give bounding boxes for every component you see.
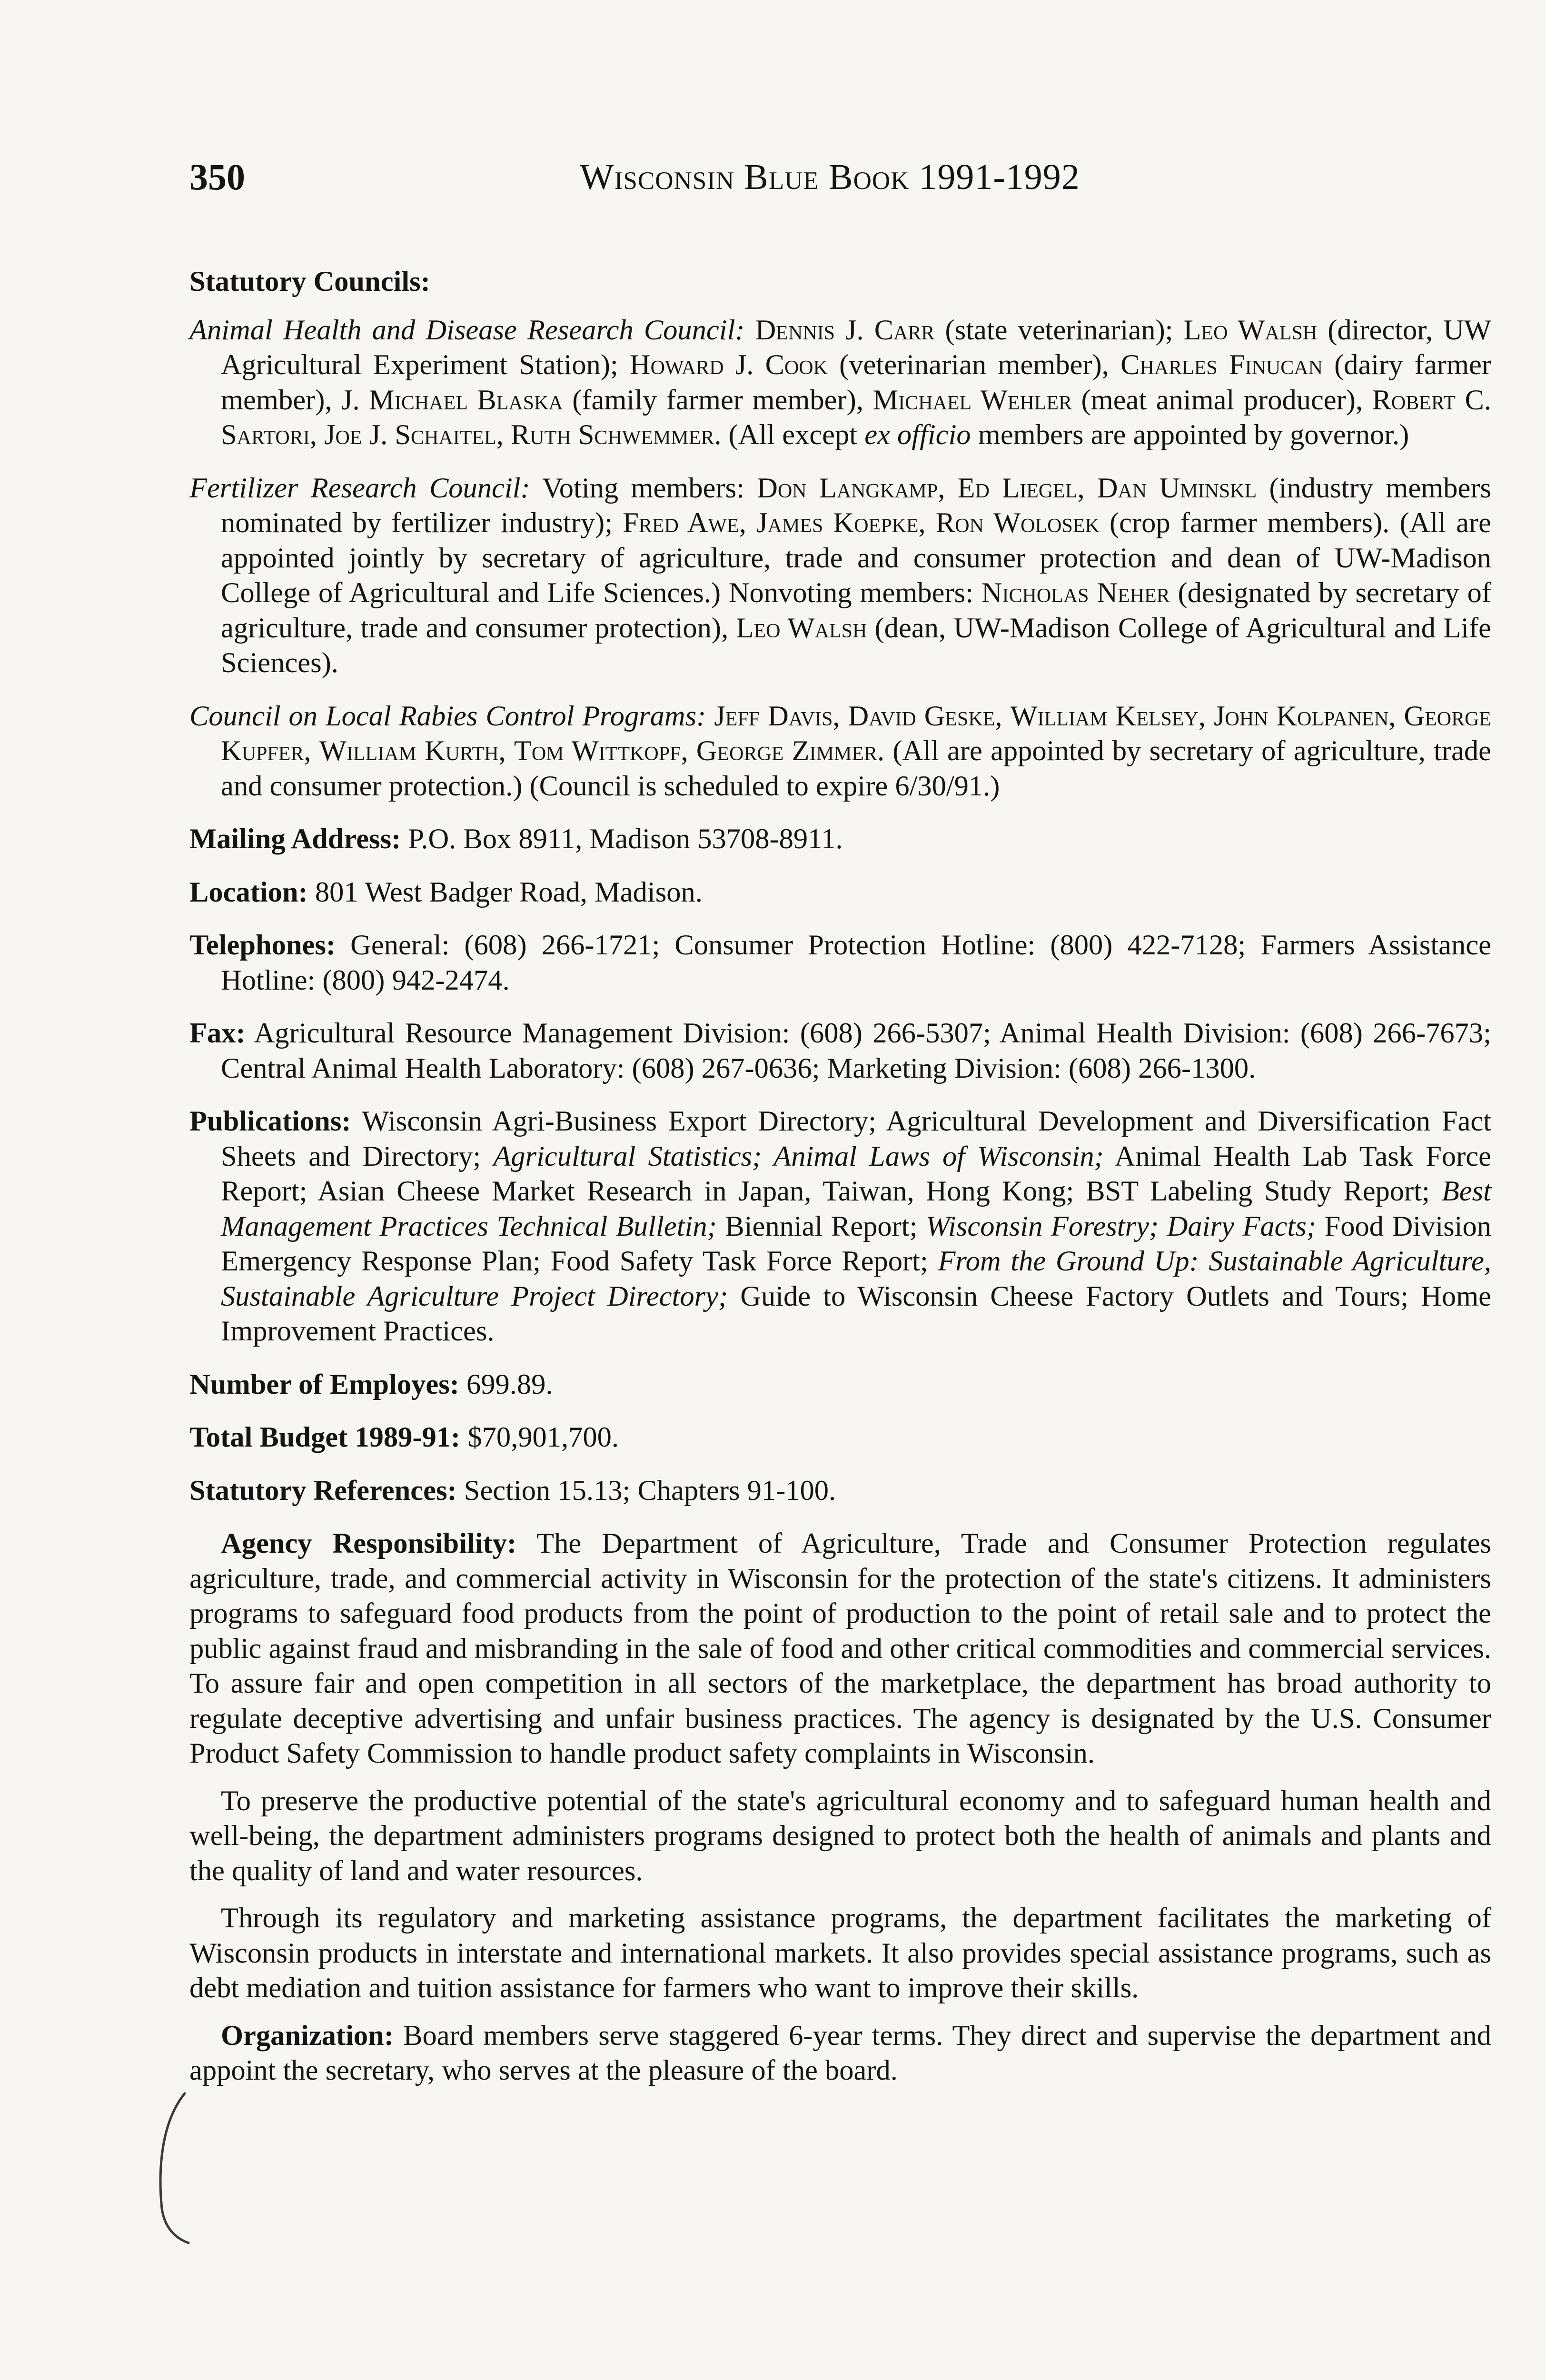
statutory-councils-heading: Statutory Councils: (189, 266, 430, 298)
paragraph-text: Board members serve staggered 6-year terms. They direct and supervise the department and appoint the secretary, who serves at the pleasure of the board. (189, 2019, 1491, 2086)
member-name: Fred Awe (623, 507, 739, 539)
text: (meat animal producer), (1072, 384, 1372, 416)
member-name: William Kurth (319, 735, 499, 767)
statutory-references-entry (189, 1473, 1491, 1508)
member-name: Don Langkamp (757, 472, 938, 504)
member-name: Joe J. Schaitel (324, 419, 496, 451)
text: , (938, 472, 958, 504)
publication-title: From the Ground Up: Sustainable Agriculture, Sustainable Agriculture Project Directory; (221, 1245, 1491, 1312)
member-name: George Kupfer (221, 700, 1492, 767)
text: , (498, 735, 514, 767)
page-number: 350 (189, 156, 245, 198)
field-label: Agency Responsibility: (221, 1527, 517, 1559)
ex-officio-term: ex officio (864, 419, 971, 451)
field-label: Telephones: (189, 929, 336, 961)
text: (crop farmer members). (All are appointed jointly by secretary of agriculture, trade and consumer protection and dean of UW-Madison College of Agricultural and Life Sciences.) Nonvoting members: (221, 507, 1492, 609)
margin-bracket-mark (151, 2090, 194, 2247)
field-label: Total Budget 1989-91: (189, 1421, 461, 1453)
council-name: Fertilizer Research Council: (189, 472, 530, 504)
council-name: Animal Health and Disease Research Council: (189, 314, 745, 346)
organization-paragraph (189, 2018, 1491, 2088)
field-label: Organization: (221, 2019, 394, 2052)
text (706, 700, 714, 732)
member-name: Nicholas Neher (981, 577, 1170, 609)
member-name: Michael Wehler (872, 384, 1072, 416)
publications-entry (189, 1104, 1491, 1349)
budget-entry (189, 1420, 1491, 1455)
member-name: Tom Wittkopf (514, 735, 681, 767)
member-name: Leo Walsh (1183, 314, 1318, 346)
text: (family farmer member), (563, 384, 873, 416)
text: , (832, 700, 848, 732)
text: (director, UW Agricultural Experiment Station); (221, 314, 1491, 381)
field-value: 699.89. (459, 1368, 553, 1400)
fax-entry (189, 1016, 1491, 1086)
field-value: P.O. Box 8911, Madison 53708-8911. (401, 823, 843, 855)
text: Biennial Report; (716, 1210, 926, 1242)
text: members are appointed by governor.) (971, 419, 1409, 451)
text: Voting members: (530, 472, 757, 504)
text: , (918, 507, 936, 539)
mailing-address-entry (189, 822, 1491, 857)
text: (dean, UW-Madison College of Agricultural and Life Sciences). (221, 612, 1491, 679)
member-name: James Koepke (756, 507, 919, 539)
text: , (1198, 700, 1214, 732)
text: , (995, 700, 1011, 732)
text: , (1388, 700, 1404, 732)
text: (designated by secretary of agriculture, trade and consumer protection), (221, 577, 1492, 644)
employees-entry (189, 1367, 1491, 1402)
member-name: George Zimmer (696, 735, 877, 767)
text: (state veterinarian); (934, 314, 1184, 346)
text: Food Division Emergency Response Plan; Food Safety Task Force Report; (221, 1210, 1491, 1277)
field-label: Location: (189, 876, 308, 908)
rabies-council-entry (189, 699, 1491, 804)
publication-title: Best Management Practices Technical Bulletin; (221, 1175, 1491, 1242)
page-header (189, 153, 1394, 206)
paragraph-text: The Department of Agriculture, Trade and Consumer Protection regulates agriculture, trade, and commercial activity in Wisconsin for the protection of the state's citizens. It administers programs to safeguard food products from the point of production to the point of retail sale and to protect the public against fraud and misbranding in the sale of food and other critical commodities and commercial services. To assure fair and open competition in all sectors of the marketplace, the department has broad authority to regulate deceptive advertising and unfair business practices. The agency is designated by the U.S. Consumer Product Safety Commission to handle product safety complaints in Wisconsin. (189, 1527, 1491, 1769)
animal-health-council-entry (189, 313, 1491, 453)
text: , (1077, 472, 1097, 504)
publication-title: Wisconsin Forestry; Dairy Facts; (925, 1210, 1317, 1242)
field-label: Publications: (189, 1105, 351, 1137)
field-label: Number of Employes: (189, 1368, 459, 1400)
member-name: Ruth Schwemmer (510, 419, 714, 451)
text: (industry members nominated by fertilizer industry); (221, 472, 1492, 539)
field-label: Mailing Address: (189, 823, 401, 855)
member-name: Charles Finucan (1120, 349, 1323, 381)
page-body (189, 264, 1491, 2101)
text: Animal Health Lab Task Force Report; Asian Cheese Market Research in Japan, Taiwan, Hong Kong; BST Labeling Study Report; (221, 1140, 1491, 1207)
location-entry (189, 875, 1491, 910)
text: (veterinarian member), (827, 349, 1121, 381)
text: , (681, 735, 696, 767)
member-name: Howard J. Cook (629, 349, 828, 381)
text: , (496, 419, 511, 451)
member-name: Robert C. Sartori (221, 384, 1492, 451)
member-name: John Kolpanen (1213, 700, 1389, 732)
field-value: $70,901,700. (460, 1421, 619, 1453)
fertilizer-council-entry (189, 471, 1491, 681)
running-title: Wisconsin Blue Book 1991-1992 (580, 157, 1080, 197)
text: , (739, 507, 757, 539)
member-name: William Kelsey (1010, 700, 1199, 732)
text: , (309, 419, 324, 451)
publication-title: Agricultural Statistics; Animal Laws of Wisconsin; (493, 1140, 1104, 1172)
marketing-paragraph: Through its regulatory and marketing assistance programs, the department facilitates the marketing of Wisconsin products in interstate and international markets. It also provides special assistance programs, such as debt mediation and tuition assistance for farmers who want to improve their skills. (189, 1902, 1491, 2004)
field-value: 801 West Badger Road, Madison. (307, 876, 703, 908)
member-name: David Geske (848, 700, 995, 732)
text: . (All except (714, 419, 865, 451)
member-name: J. Michael Blaska (341, 384, 563, 416)
member-name: Ed Liegel (957, 472, 1078, 504)
text: Wisconsin Agri-Business Export Directory; Agricultural Development and Diversification Fact Sheets and Directory; (221, 1105, 1491, 1172)
agency-responsibility-paragraph (189, 1526, 1491, 1771)
text: Guide to Wisconsin Cheese Factory Outlets and Tours; Home Improvement Practices. (221, 1280, 1491, 1347)
telephones-entry (189, 928, 1491, 998)
field-label: Fax: (189, 1017, 246, 1049)
member-name: Dennis J. Carr (755, 314, 935, 346)
member-name: Dan Uminskl (1097, 472, 1257, 504)
member-name: Jeff Davis (714, 700, 833, 732)
field-value: Agricultural Resource Management Division: (608) 266-5307; Animal Health Division: (608) 266-7673; Central Animal Health Laboratory: (608) 267-0636; Marketing Division: (608) 266-1300. (221, 1017, 1491, 1084)
text (745, 314, 755, 346)
field-label: Statutory References: (189, 1474, 457, 1507)
text: , (304, 735, 319, 767)
field-value: General: (608) 266-1721; Consumer Protection Hotline: (800) 422-7128; Farmers Assistance Hotline: (800) 942-2474. (221, 929, 1491, 996)
field-value: Section 15.13; Chapters 91-100. (456, 1474, 836, 1507)
member-name: Ron Wolosek (935, 507, 1100, 539)
member-name: Leo Walsh (736, 612, 867, 644)
council-name: Council on Local Rabies Control Programs: (189, 700, 706, 732)
preserve-paragraph: To preserve the productive potential of the state's agricultural economy and to safeguard human health and well-being, the department administers programs designed to protect both the health of animals and plants and the quality of land and water resources. (189, 1785, 1491, 1887)
text: (dairy farmer member), (221, 349, 1492, 416)
text: . (All are appointed by secretary of agriculture, trade and consumer protection.) (Council is scheduled to expire 6/30/91.) (221, 735, 1492, 802)
